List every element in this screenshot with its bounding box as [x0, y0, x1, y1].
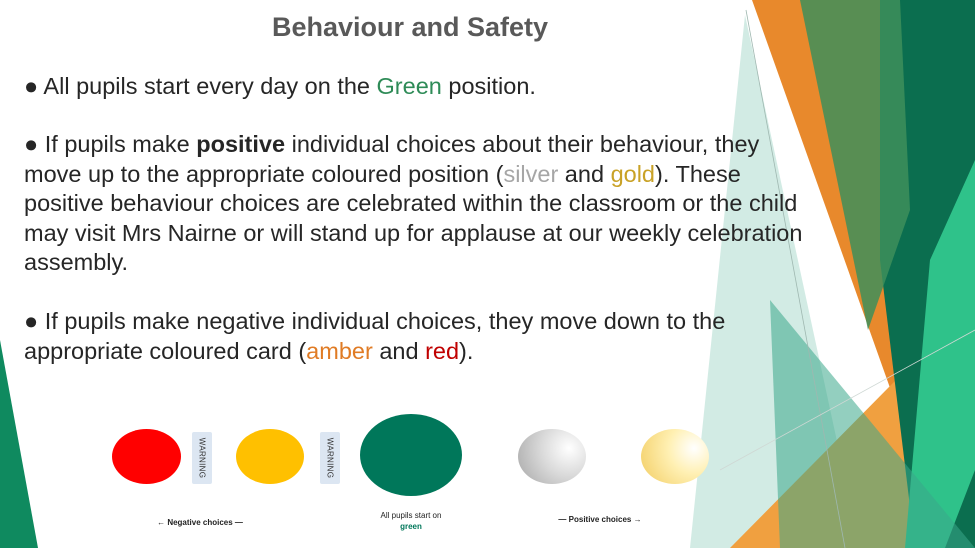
amber-position-circle	[236, 429, 304, 484]
amber-word: amber	[306, 337, 373, 364]
start-position-caption: All pupils start on green	[361, 510, 461, 532]
green-position-circle	[360, 414, 462, 496]
positive-choices-caption: — Positive choices →	[558, 515, 642, 524]
gold-word: gold	[610, 160, 655, 187]
slide-title: Behaviour and Safety	[271, 12, 549, 42]
start-color-label: green	[400, 522, 422, 531]
bullet-start-position: ● All pupils start every day on the Green position.	[24, 73, 536, 99]
left-green-strip	[0, 340, 38, 548]
red-position-circle	[112, 429, 181, 484]
positive-word: positive	[196, 131, 286, 157]
silver-position-circle	[518, 429, 586, 484]
bullet-dot: ●	[24, 308, 39, 334]
warning-card: WARNING	[192, 432, 212, 484]
bullet-positive-choices: ● If pupils make positive individual choices about their behaviour, they move up to the appropriate coloured position (silver and gold). These positive behaviour choices are celebrated within the classroom or the child may visit Mrs Nairne or will stand up for applause at our weekly celebration assembly.	[24, 131, 803, 275]
gold-position-circle	[641, 429, 709, 484]
green-word: Green	[376, 73, 442, 99]
bullet-dot: ●	[24, 73, 39, 99]
negative-choices-caption: ← Negative choices —	[157, 518, 243, 527]
red-word: red	[425, 337, 460, 364]
bullet-negative-choices: ● If pupils make negative individual choices, they move down to the appropriate coloured card (amber and red).	[24, 308, 726, 364]
silver-word: silver	[503, 160, 559, 187]
bullet-dot: ●	[24, 131, 39, 157]
warning-card: WARNING	[320, 432, 340, 484]
